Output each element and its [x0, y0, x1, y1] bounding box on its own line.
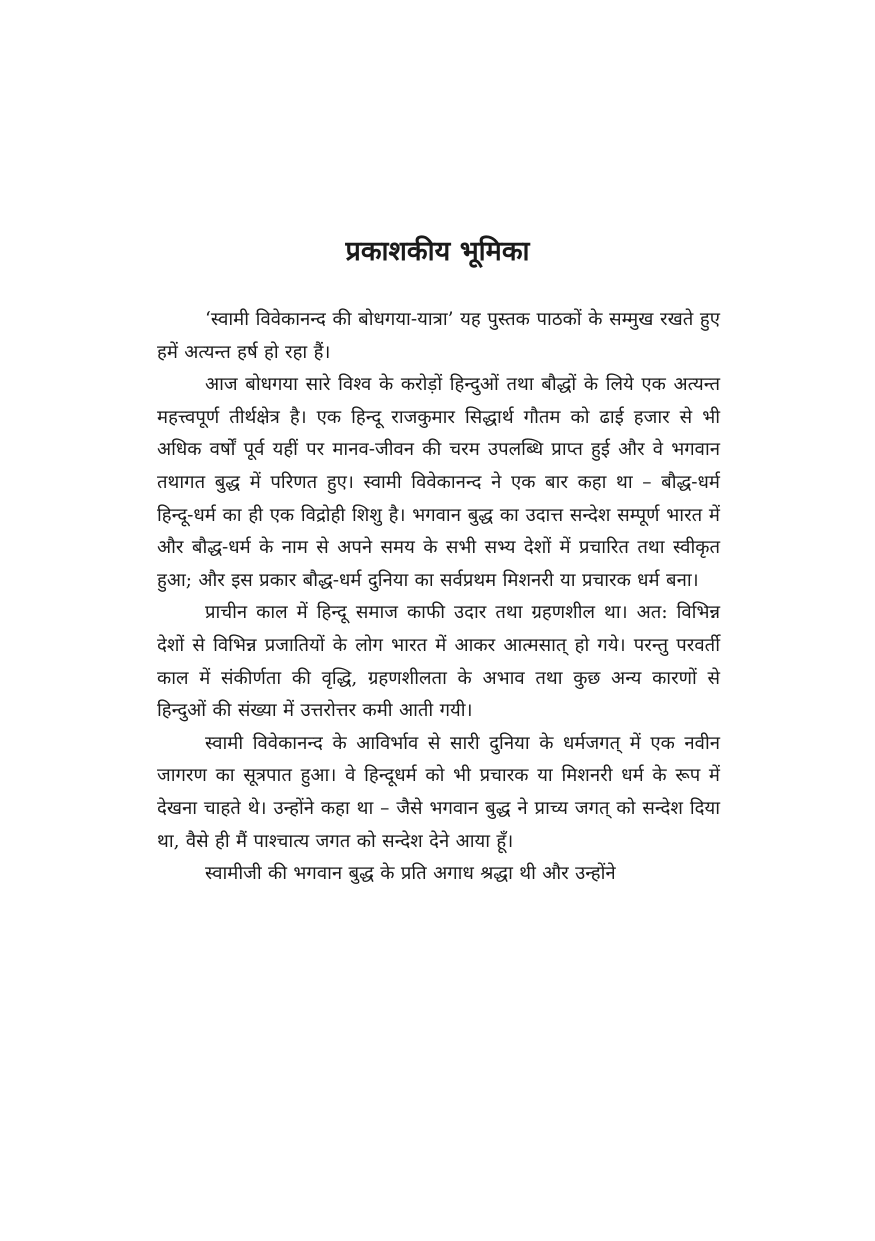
paragraph-2: आज बोधगया सारे विश्‍व के करोड़ों हिन्दुओं तथा बौद्धों के लिये एक अत्यन्त महत्त्वपूर्ण तीर्थक्षेत्र है। एक हिन्दू राजकुमार सिद्धार्थ गौतम को ढाई हजार से भी अधिक वर्षों पूर्व यहीं पर मानव-जीवन की चरम उपलब्धि प्राप्त हुई और वे भगवान तथागत बुद्ध में परिणत हुए। स्वामी विवेकानन्द ने एक बार कहा था – बौद्ध-धर्म हिन्दू-धर्म का ही एक विद्रोही शिशु है। भगवान बुद्ध का उदात्त सन्देश सम्पूर्ण भारत में और बौद्ध-धर्म के नाम से अपने समय के सभी सभ्य देशों में प्रचारित तथा स्वीकृत हुआ; और इस प्रकार बौद्ध-धर्म दुनिया का सर्वप्रथम मिशनरी या प्रचारक धर्म बना।: [157, 374, 720, 591]
paragraph-4: स्वामी विवेकानन्द के आविर्भाव से सारी दुनिया के धर्मजगत् में एक नवीन जागरण का सूत्रपात हुआ। वे हिन्दूधर्म को भी प्रचारक या मिशनरी धर्म के रूप में देखना चाहते थे। उन्होंने कहा था – जैसे भगवान बुद्ध ने प्राच्य जगत् को सन्देश दिया था, वैसे ही मैं पाश्चात्य जगत को सन्देश देने आया हूँ।: [157, 732, 720, 852]
paragraph-1: ‘स्वामी विवेकानन्द की बोधगया-यात्रा’ यह पुस्तक पाठकों के सम्मुख रखते हुए हमें अत्यन्त हर्ष हो रहा हैं।: [157, 309, 720, 363]
paragraph-3: प्राचीन काल में हिन्दू समाज काफी उदार तथा ग्रहणशील था। अत: विभिन्न देशों से विभिन्न प्रजातियों के लोग भारत में आकर आत्मसात् हो गये। परन्तु परवर्ती काल में संकीर्णता की वृद्धि, ग्रहणशीलता के अभाव तथा कुछ अन्य कारणों से हिन्दुओं की संख्या में उत्तरोत्तर कमी आती गयी।: [157, 602, 720, 722]
body-text: [157, 304, 720, 891]
paragraph-5: स्वामीजी की भगवान बुद्ध के प्रति अगाध श्रद्धा थी और उन्होंने: [205, 863, 616, 885]
page-title: प्रकाशकीय भूमिका: [345, 236, 530, 267]
